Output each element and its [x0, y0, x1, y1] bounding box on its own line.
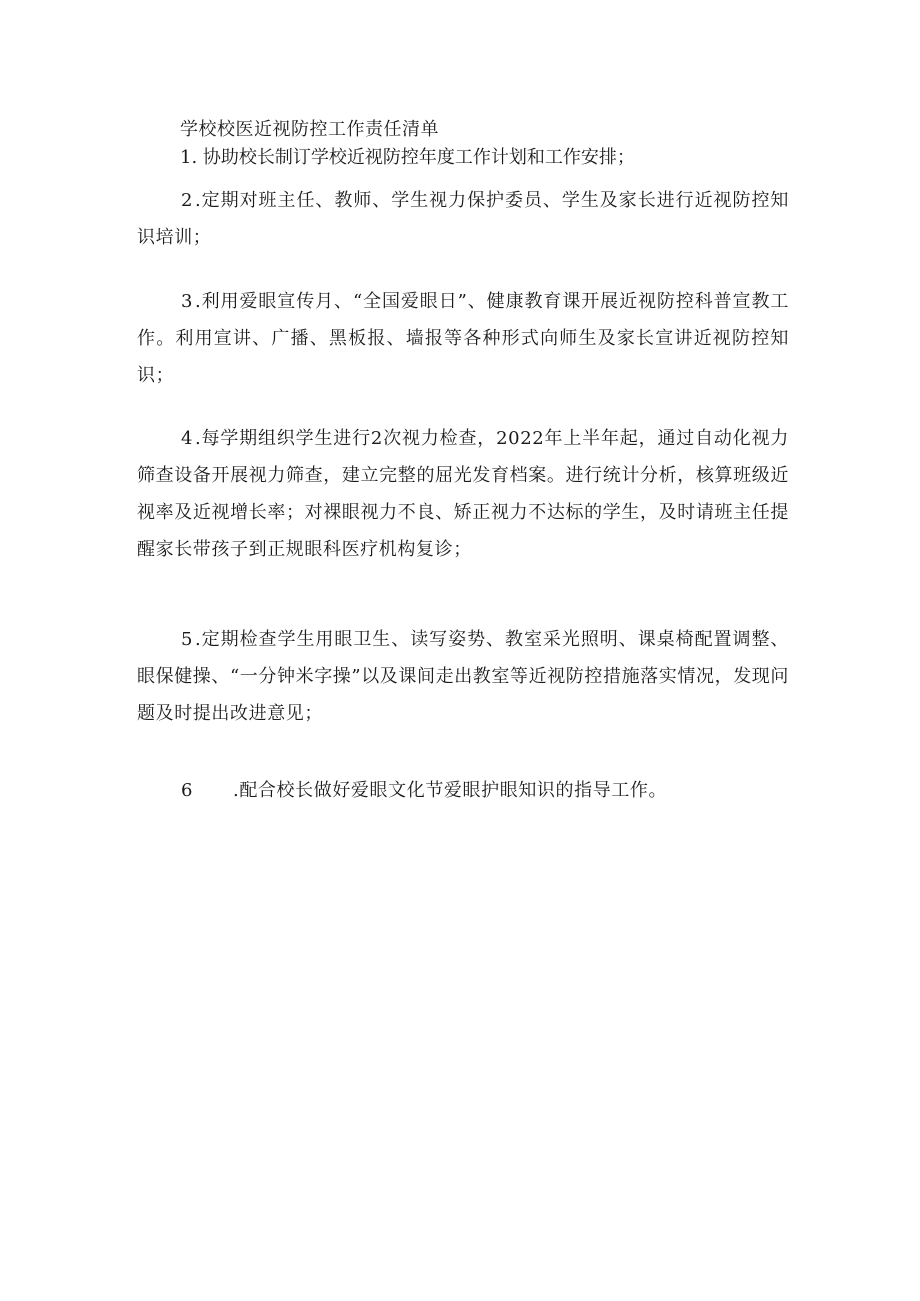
item-text: .利用爱眼宣传月、“全国爱眼日”、健康教育课开展近视防控科普宣教工作。利用宣讲、广播、黑板报、墙报等各种形式向师生及家长宣讲近视防控知识；: [137, 291, 789, 386]
item-number: 4: [181, 428, 194, 449]
item-text: 协助校长制订学校近视防控年度工作计划和工作安排；: [202, 147, 635, 168]
document-title: 学校校医近视防控工作责任清单: [180, 119, 439, 140]
list-item-6: [137, 772, 789, 809]
item-text: .每学期组织学生进行2次视力检查，2022年上半年起，通过自动化视力筛查设备开展视力筛查，建立完整的屈光发育档案。进行统计分析，核算班级近视率及近视增长率；对裸眼视力不良、矫正视力不达标的学生，及时请班主任提醒家长带孩子到正规眼科医疗机构复诊；: [137, 428, 789, 560]
item-number: 3: [181, 291, 194, 312]
item-text: .定期检查学生用眼卫生、读写姿势、教室采光照明、课桌椅配置调整、眼保健操、“一分钟米字操”以及课间走出教室等近视防控措施落实情况，发现问题及时提出改进意见；: [137, 629, 790, 724]
list-item-4: [137, 420, 789, 568]
item-number: 5: [181, 629, 194, 650]
item-number: 1.: [180, 147, 198, 168]
list-item-2: [137, 182, 789, 256]
item-text: .配合校长做好爱眼文化节爱眼护眼知识的指导工作。: [233, 780, 668, 801]
item-number: 2: [181, 190, 194, 211]
list-item-3: [137, 283, 789, 394]
item-number: 6: [181, 780, 194, 801]
item-text: .定期对班主任、教师、学生视力保护委员、学生及家长进行近视防控知识培训；: [137, 190, 789, 248]
list-item-5: [137, 621, 789, 732]
list-item-1: [180, 146, 635, 170]
